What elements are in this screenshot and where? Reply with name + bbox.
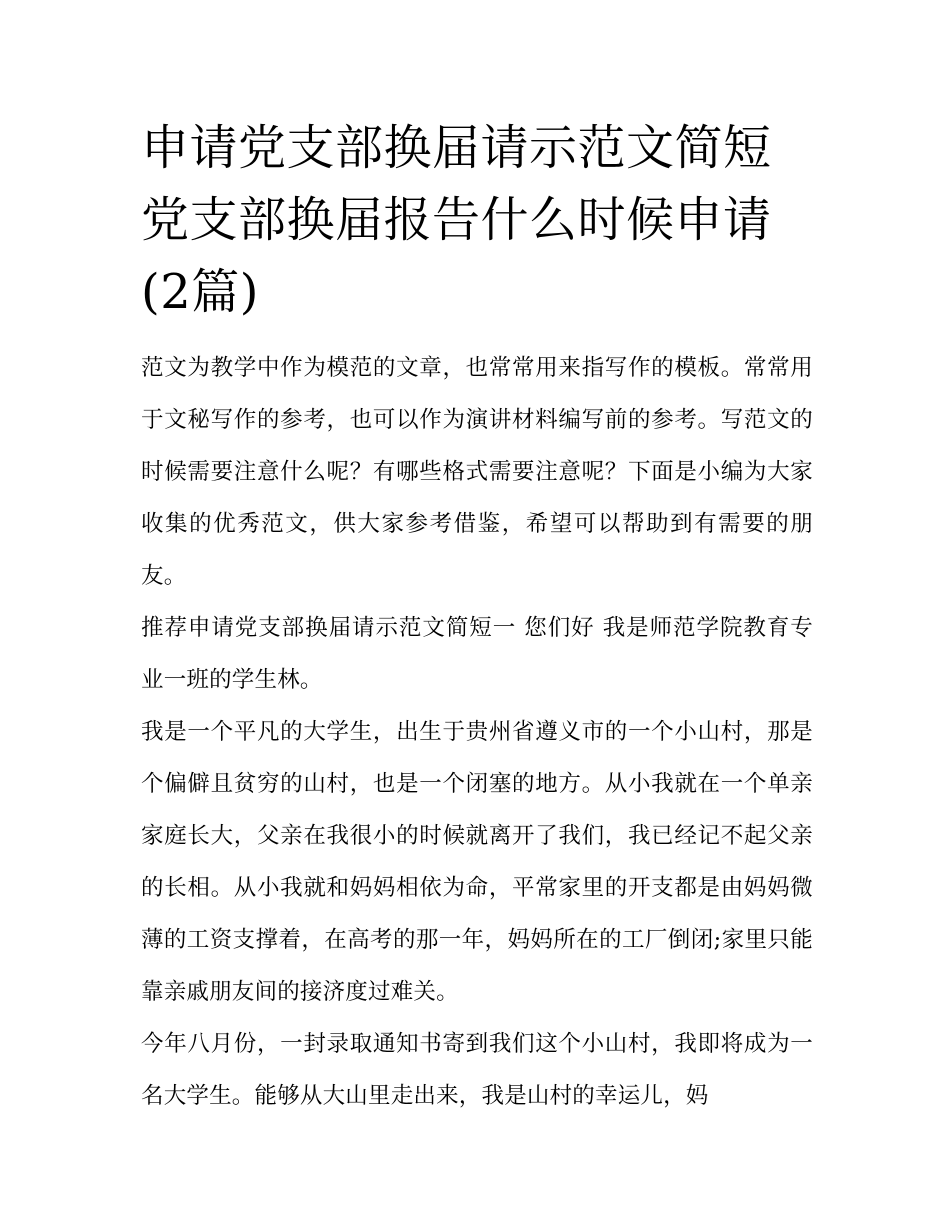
document-content bbox=[141, 112, 813, 1122]
paragraph-background: 我是一个平凡的大学生，出生于贵州省遵义市的一个小山村，那是个偏僻且贫穷的山村，也是一个闭塞的地方。从小我就在一个单亲家庭长大，父亲在我很小的时候就离开了我们，我已经记不起父亲的长相。从小我就和妈妈相依为命，平常家里的开支都是由妈妈微薄的工资支撑着，在高考的那一年，妈妈所在的工厂倒闭;家里只能靠亲戚朋友间的接济度过难关。 bbox=[141, 719, 813, 1005]
paragraph-intro: 范文为教学中作为模范的文章，也常常用来指写作的模板。常常用于文秘写作的参考，也可以作为演讲材料编写前的参考。写范文的时候需要注意什么呢？有哪些格式需要注意呢？下面是小编为大家收集的优秀范文，供大家参考借鉴，希望可以帮助到有需要的朋友。 bbox=[141, 355, 813, 589]
document-body bbox=[141, 342, 813, 1122]
document-title: 申请党支部换届请示范文简短党支部换届报告什么时候申请(2篇) bbox=[141, 120, 772, 320]
paragraph-recommend: 推荐申请党支部换届请示范文简短一 您们好 我是师范学院教育专业一班的学生林。 bbox=[141, 615, 813, 693]
paragraph-admission: 今年八月份，一封录取通知书寄到我们这个小山村，我即将成为一名大学生。能够从大山里走出来，我是山村的幸运儿，妈 bbox=[141, 1031, 813, 1109]
